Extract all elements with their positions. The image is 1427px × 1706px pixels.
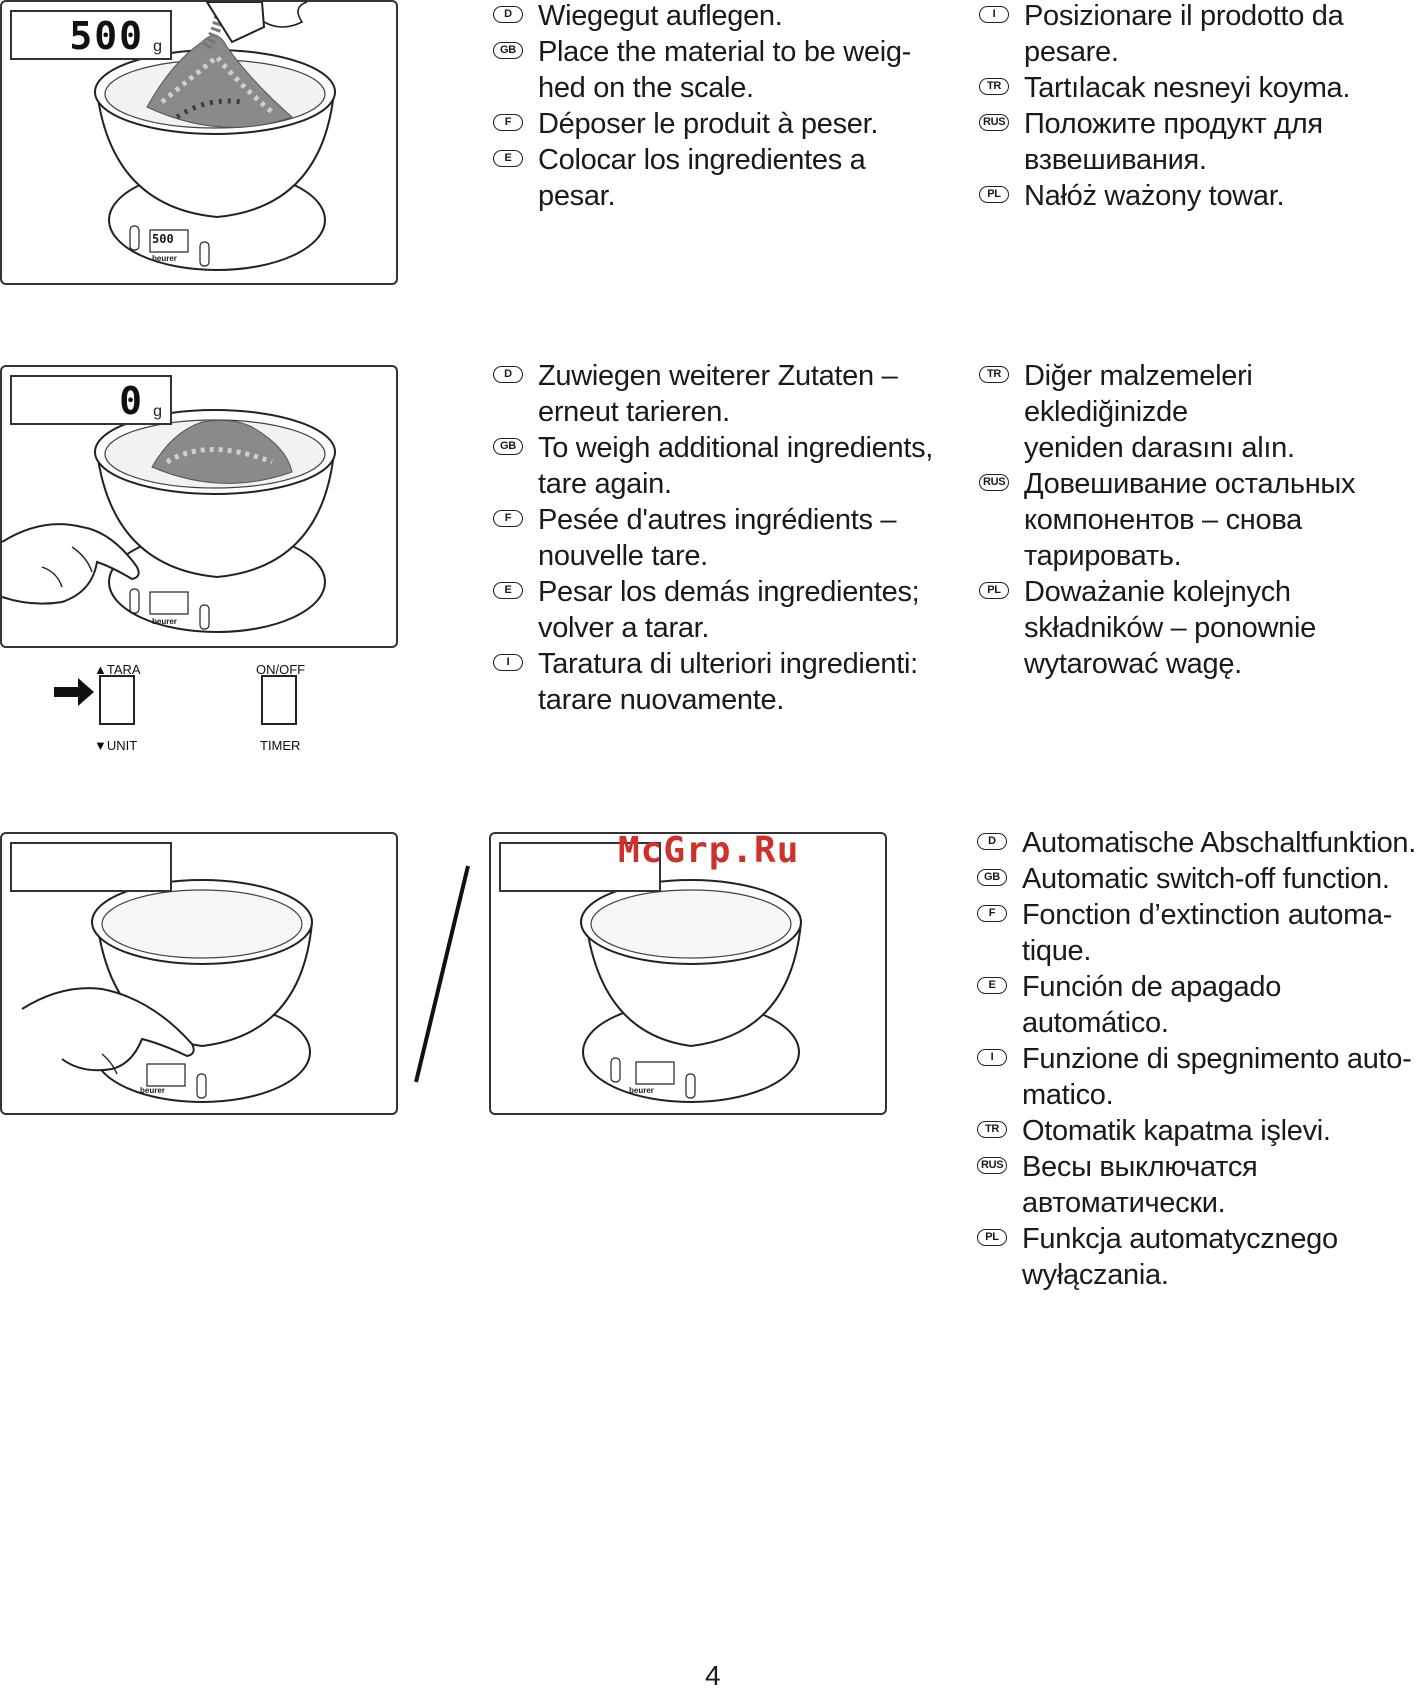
lang-badge: D <box>493 6 523 23</box>
instruction-text: Posizionare il prodotto da pesare. <box>1024 0 1344 68</box>
instruction-text: Función de apagado automático. <box>1022 971 1282 1039</box>
instruction-item <box>493 34 953 106</box>
section1-left-text <box>493 0 953 214</box>
instruction-item <box>493 106 953 142</box>
lang-badge: E <box>977 977 1007 994</box>
lang-badge: E <box>493 150 523 167</box>
instruction-text: To weigh additional ingredients, tare again. <box>538 432 934 500</box>
instruction-item <box>977 1221 1422 1293</box>
lang-badge: GB <box>493 42 523 59</box>
instruction-text: Place the material to be weig- hed on the scale. <box>538 36 912 104</box>
lang-badge: D <box>493 366 523 383</box>
lang-badge: PL <box>977 1229 1007 1246</box>
base-display-value: 500 <box>152 232 174 246</box>
display-panel <box>10 375 172 425</box>
section2-right-text <box>979 358 1424 682</box>
instruction-item <box>977 969 1422 1041</box>
instruction-text: Diğer malzemeleri eklediğinizde yeniden darasını alın. <box>1024 360 1295 464</box>
lang-badge: GB <box>977 869 1007 886</box>
lang-badge: I <box>977 1049 1007 1066</box>
lang-badge: F <box>493 510 523 527</box>
display-value: 500 <box>69 14 144 58</box>
lang-badge: F <box>493 114 523 131</box>
onoff-button-shape <box>262 676 296 724</box>
instruction-item <box>493 358 963 430</box>
instruction-text: Colocar los ingredientes a pesar. <box>538 144 866 212</box>
instruction-text: Wiegegut auflegen. <box>538 0 783 32</box>
instruction-text: Pesar los demás ingredientes; volver a tarar. <box>538 576 920 644</box>
display-panel-blank <box>10 842 172 892</box>
display-panel <box>10 10 172 60</box>
lang-badge: TR <box>977 1121 1007 1138</box>
unit-label: ▼UNIT <box>94 738 138 753</box>
separator-slash <box>400 860 480 1090</box>
lang-badge: TR <box>979 366 1009 383</box>
lang-badge: RUS <box>977 1157 1007 1174</box>
figure-auto-off-result <box>489 832 887 1115</box>
instruction-text: Automatische Abschaltfunktion. <box>1022 827 1417 859</box>
instruction-text: Pesée d'autres ingrédients – nouvelle tare. <box>538 504 897 572</box>
instruction-text: Tartılacak nesneyi koyma. <box>1024 72 1351 104</box>
instruction-item <box>979 0 1419 70</box>
lang-badge: D <box>977 833 1007 850</box>
instruction-text: Довешивание остальных компонентов – снова тарировать. <box>1024 468 1356 572</box>
instruction-text: Funkcja automatycznego wyłączania. <box>1022 1223 1338 1291</box>
watermark: McGrp.Ru <box>618 830 800 871</box>
section2-left-text <box>493 358 963 718</box>
instruction-text: Taratura di ulteriori ingredienti: tarare nuovamente. <box>538 648 918 716</box>
lang-badge: RUS <box>979 114 1009 131</box>
instruction-item <box>979 358 1424 466</box>
instruction-text: Funzione di spegnimento auto- matico. <box>1022 1043 1412 1111</box>
brand-logo: beurer <box>140 1086 165 1095</box>
figure-tare-again <box>0 365 398 648</box>
display-value: 0 <box>119 379 144 423</box>
instruction-item <box>493 574 963 646</box>
lang-badge: F <box>977 905 1007 922</box>
instruction-item <box>977 1113 1422 1149</box>
lang-badge: E <box>493 582 523 599</box>
instruction-text: Déposer le produit à peser. <box>538 108 879 140</box>
tara-button-shape <box>100 676 134 724</box>
instruction-text: Zuwiegen weiterer Zutaten – erneut tarieren. <box>538 360 898 428</box>
lang-badge: PL <box>979 582 1009 599</box>
instruction-item <box>493 646 963 718</box>
instruction-item <box>977 825 1422 861</box>
instruction-item <box>979 106 1419 178</box>
brand-logo: beurer <box>152 617 177 626</box>
instruction-item <box>493 430 963 502</box>
instruction-text: Automatic switch-off function. <box>1022 863 1390 895</box>
timer-label: TIMER <box>260 738 301 753</box>
lang-badge: RUS <box>979 474 1009 491</box>
display-unit: g <box>153 38 162 55</box>
onoff-label: ON/OFF <box>256 662 306 677</box>
figure-auto-off-press <box>0 832 398 1115</box>
lang-badge: PL <box>979 186 1009 203</box>
display-unit: g <box>153 403 162 420</box>
instruction-text: Otomatik kapatma işlevi. <box>1022 1115 1331 1147</box>
instruction-text: Положите продукт для взвешивания. <box>1024 108 1323 176</box>
instruction-item <box>977 1149 1422 1221</box>
instruction-item <box>493 142 953 214</box>
instruction-item <box>979 178 1419 214</box>
section1-right-text <box>979 0 1419 214</box>
instruction-item <box>493 502 963 574</box>
instruction-item <box>977 861 1422 897</box>
lang-badge: GB <box>493 438 523 455</box>
instruction-text: Doważanie kolejnych składników – ponownie wytarować wagę. <box>1024 576 1316 680</box>
brand-logo: beurer <box>629 1086 654 1095</box>
brand-logo: beurer <box>152 254 177 263</box>
instruction-text: Nałóż ważony towar. <box>1024 180 1285 212</box>
tara-label: ▲TARA <box>94 662 141 677</box>
instruction-item <box>977 1041 1422 1113</box>
instruction-text: Fonction d’extinction automa- tique. <box>1022 899 1393 967</box>
instruction-item <box>979 466 1424 574</box>
instruction-item <box>493 0 953 34</box>
instruction-item <box>979 574 1424 682</box>
section3-text <box>977 825 1422 1293</box>
lang-badge: TR <box>979 78 1009 95</box>
lang-badge: I <box>493 654 523 671</box>
controls-diagram <box>52 660 332 760</box>
instruction-item <box>977 897 1422 969</box>
figure-place-material <box>0 0 398 285</box>
arrow-right-icon <box>54 678 94 706</box>
instruction-text: Весы выключатся автоматически. <box>1022 1151 1258 1219</box>
page-number: 4 <box>705 1660 721 1691</box>
instruction-item <box>979 70 1419 106</box>
lang-badge: I <box>979 6 1009 23</box>
